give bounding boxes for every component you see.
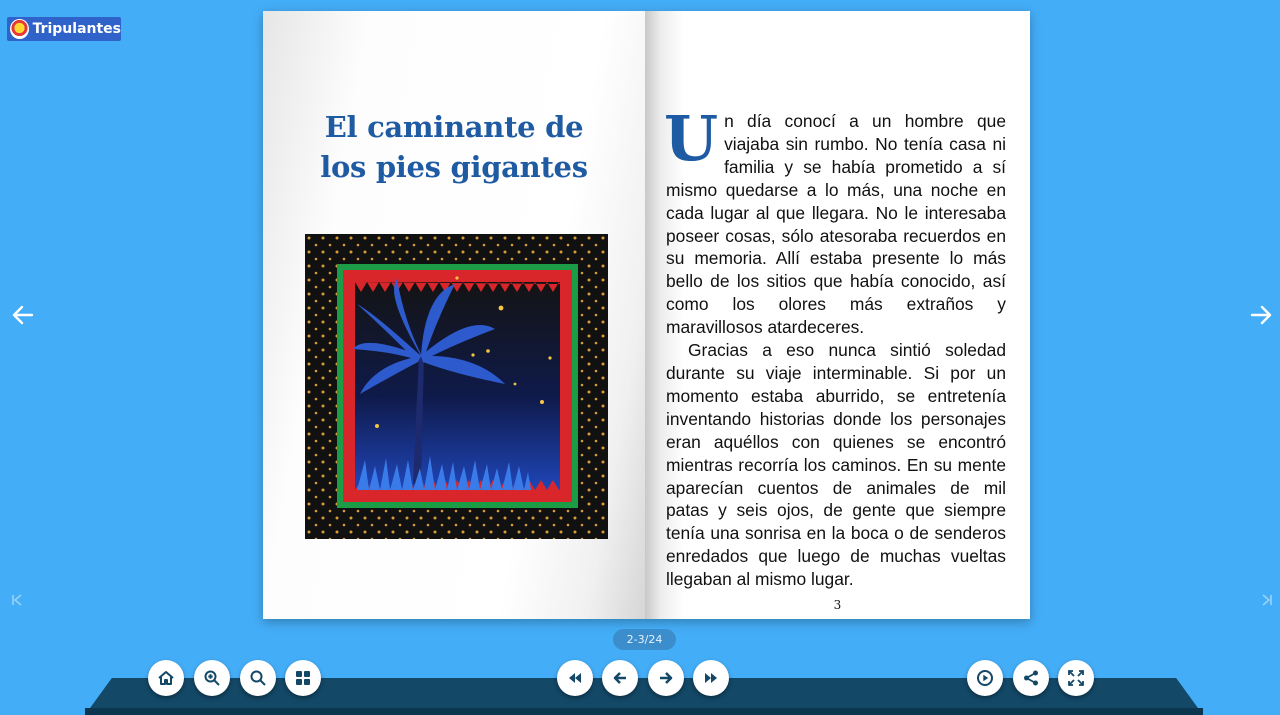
next-page-button[interactable] — [648, 660, 684, 696]
home-icon — [157, 669, 175, 687]
arrow-right-icon — [657, 669, 675, 687]
autoplay-button[interactable] — [967, 660, 1003, 696]
share-icon — [1022, 669, 1040, 687]
fullscreen-icon — [1067, 669, 1085, 687]
play-icon — [976, 669, 994, 687]
paragraph-1: n día conocí a un hombre que viajaba sin rumbo. No tenía casa ni familia y se había prometido a sí mismo quedarse a lo más, una noche en cada lugar al que llegara. No le interesaba poseer cosas, sólo atesoraba recuerdos en su memoria. Allí estaba presente lo más bello de los sitios que había conocido, así como los olores más extraños y maravillosos atardeceres. — [666, 111, 1006, 338]
fullscreen-button[interactable] — [1058, 660, 1094, 696]
zoom-in-button[interactable] — [194, 660, 230, 696]
tripulantes-logo[interactable] — [7, 17, 121, 41]
page-number: 3 — [833, 598, 842, 612]
share-button[interactable] — [1013, 660, 1049, 696]
first-page-icon[interactable] — [10, 593, 24, 607]
search-button[interactable] — [240, 660, 276, 696]
drop-cap: U — [664, 102, 719, 175]
book-spread — [263, 11, 1030, 619]
thumbnails-button[interactable] — [285, 660, 321, 696]
first-page-button[interactable] — [557, 660, 593, 696]
left-page[interactable] — [263, 11, 645, 619]
search-icon — [249, 669, 267, 687]
logo-text: Tripulantes — [32, 21, 121, 37]
story-title: El caminante de los pies gigantes — [320, 110, 588, 184]
previous-page-button[interactable] — [602, 660, 638, 696]
arrow-left-icon — [611, 669, 629, 687]
next-spread-arrow-icon[interactable] — [1248, 302, 1274, 328]
night-palm-moon-illustration — [305, 234, 608, 539]
last-page-icon[interactable] — [1260, 593, 1274, 607]
grid-icon — [294, 669, 312, 687]
right-page[interactable] — [645, 11, 1030, 619]
zoom-in-icon — [203, 669, 221, 687]
rewind-icon — [566, 669, 584, 687]
fast-forward-icon — [702, 669, 720, 687]
tripulantes-badge-icon — [10, 19, 29, 39]
page-indicator[interactable]: 2-3/24 — [613, 629, 676, 650]
previous-spread-arrow-icon[interactable] — [10, 302, 36, 328]
toolbar-base — [85, 708, 1203, 715]
story-body — [664, 102, 1006, 591]
home-button[interactable] — [148, 660, 184, 696]
last-page-button[interactable] — [693, 660, 729, 696]
paragraph-2: Gracias a eso nunca sintió soledad durante su viaje interminable. Si por un momento estaba aburrido, se entretenía inventando historias donde los personajes eran aquéllos con quienes se encontró mientras recorría los caminos. En su mente aparecían cuentos de animales de mil patas y seis ojos, de gente que siempre tenía una sonrisa en la boca o de senderos enredados que luego de muchas vueltas llegaban al mismo lugar. — [666, 340, 1006, 590]
